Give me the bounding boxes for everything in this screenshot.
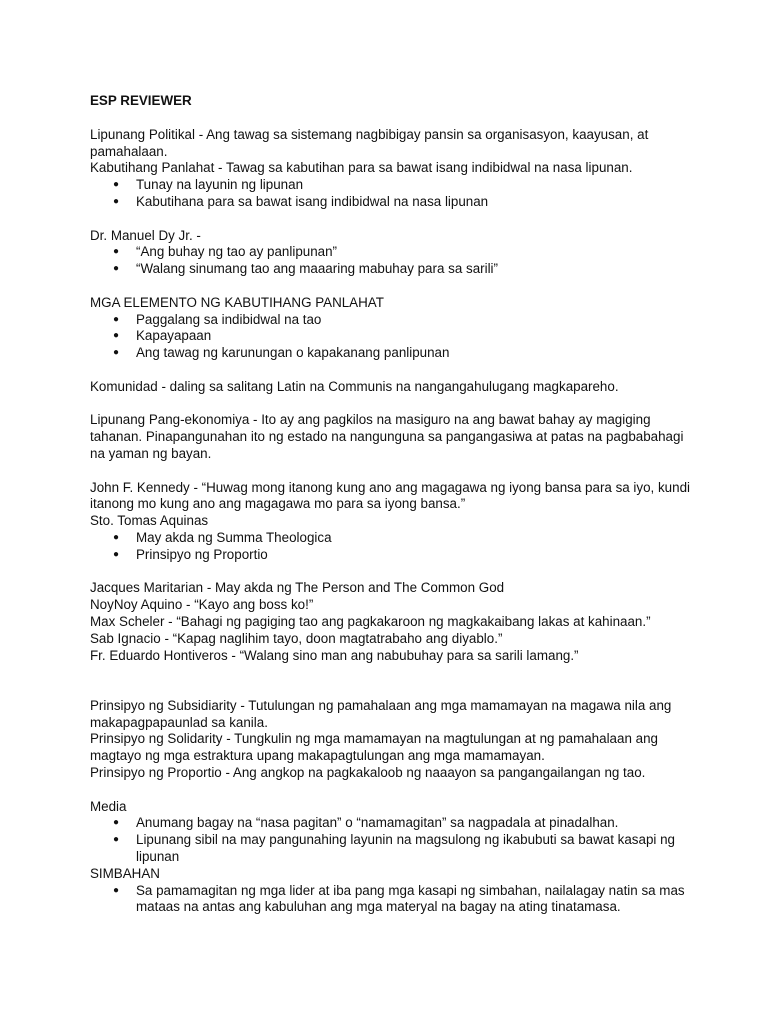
- maritarian-line: Jacques Maritarian - May akda ng The Person and The Common God: [90, 580, 505, 596]
- bullet-icon: ●: [113, 884, 120, 896]
- bullet-icon: ●: [113, 817, 120, 829]
- bullet-icon: ●: [113, 548, 120, 560]
- bullet-icon: ●: [113, 531, 120, 543]
- list-item: ● Prinsipyo ng Proportio: [113, 546, 268, 562]
- ignacio-quote: Sab Ignacio - “Kapag naglihim tayo, doon magtatrabaho ang diyablo.”: [90, 630, 503, 646]
- bullet-icon: ●: [113, 330, 120, 342]
- proportio-definition: Prinsipyo ng Proportio - Ang angkop na pagkakaloob ng naaayon sa pangangailangan ng tao.: [90, 765, 646, 781]
- bullet-icon: ●: [113, 313, 120, 325]
- page-title: ESP REVIEWER: [90, 93, 192, 108]
- document-page: [90, 93, 690, 916]
- ekonomiya-definition: Lipunang Pang-ekonomiya - Ito ay ang pagkilos na masiguro na ang bawat bahay ay magiging tahanan. Pinapangunahan ito ng estado na nangunguna sa pangangasiwa at patas na pagbabahagi na yaman ng bayan.: [90, 412, 684, 461]
- elemento-heading: MGA ELEMENTO NG KABUTIHANG PANLAHAT: [90, 294, 384, 310]
- list-item: ● “Ang buhay ng tao ay panlipunan”: [113, 244, 338, 260]
- lipunang-politikal-definition: Lipunang Politikal - Ang tawag sa sistemang nagbibigay pansin sa organisasyon, kaayusan, at pamahalaan.: [90, 126, 649, 159]
- bullet-icon: ●: [113, 179, 120, 191]
- subsidiarity-definition: Prinsipyo ng Subsidiarity - Tutulungan ng pamahalaan ang mga mamamayan na magawa nila ang makapagpapaunlad sa kanila.: [90, 697, 672, 730]
- komunidad-definition: Komunidad - daling sa salitang Latin na Communis na nangangahulugang magkapareho.: [90, 378, 619, 394]
- kennedy-quote: John F. Kennedy - “Huwag mong itanong kung ano ang magagawa ng iyong bansa para sa iyo, kundi itanong mo kung ano ang magagawa mo para sa iyong bansa.”: [90, 479, 691, 512]
- bullet-icon: ●: [113, 263, 120, 275]
- aquinas-list: [90, 530, 690, 564]
- list-item: ● Ang tawag ng karunungan o kapakanang panlipunan: [113, 345, 450, 361]
- list-item: ● Kapayapaan: [113, 328, 212, 344]
- list-item: ● Anumang bagay na “nasa pagitan” o “namamagitan” sa nagpadala at pinadalhan.: [113, 815, 619, 831]
- solidarity-definition: Prinsipyo ng Solidarity - Tungkulin ng mga mamamayan na magtulungan at ng pamahalaan ang magtayo ng mga estraktura upang makapagtulungan ang mga mamamayan.: [90, 731, 658, 764]
- media-heading: Media: [90, 798, 127, 814]
- list-item: ● “Walang sinumang tao ang maaaring mabuhay para sa sarili”: [113, 261, 498, 277]
- bullet-icon: ●: [113, 195, 120, 207]
- bullet-icon: ●: [113, 246, 120, 258]
- bullet-icon: ●: [113, 834, 120, 846]
- simbahan-heading: SIMBAHAN: [90, 865, 160, 881]
- dy-quotes-list: [90, 244, 690, 278]
- hontiveros-quote: Fr. Eduardo Hontiveros - “Walang sino man ang nabubuhay para sa sarili lamang.”: [90, 647, 579, 663]
- dy-heading: Dr. Manuel Dy Jr. -: [90, 227, 201, 243]
- list-item: ● May akda ng Summa Theologica: [113, 529, 332, 545]
- list-item: ● Paggalang sa indibidwal na tao: [113, 311, 322, 327]
- aquinas-heading: Sto. Tomas Aquinas: [90, 513, 209, 529]
- list-item: ● Kabutihana para sa bawat isang indibidwal na nasa lipunan: [113, 193, 489, 209]
- noynoy-quote: NoyNoy Aquino - “Kayo ang boss ko!”: [90, 597, 314, 613]
- simbahan-list: [90, 883, 690, 917]
- kabutihang-panlahat-definition: Kabutihang Panlahat - Tawag sa kabutihan para sa bawat isang indibidwal na nasa lipunan.: [90, 160, 633, 176]
- bullet-icon: ●: [113, 347, 120, 359]
- elemento-list: [90, 312, 690, 362]
- list-item: ● Sa pamamagitan ng mga lider at iba pang mga kasapi ng simbahan, nailalagay natin sa mas mataas na antas ang kabuluhan ang mga materyal na bagay na ating tinatamasa.: [113, 882, 685, 915]
- list-item: ● Lipunang sibil na may pangunahing layunin na magsulong ng ikabubuti sa bawat kasapi ng lipunan: [113, 832, 675, 865]
- kabutihang-panlahat-list: [90, 177, 690, 211]
- list-item: ● Tunay na layunin ng lipunan: [113, 177, 304, 193]
- scheler-quote: Max Scheler - “Bahagi ng pagiging tao ang pagkakaroon ng magkakaibang lakas at kahinaan.”: [90, 613, 651, 629]
- media-list: [90, 815, 690, 865]
